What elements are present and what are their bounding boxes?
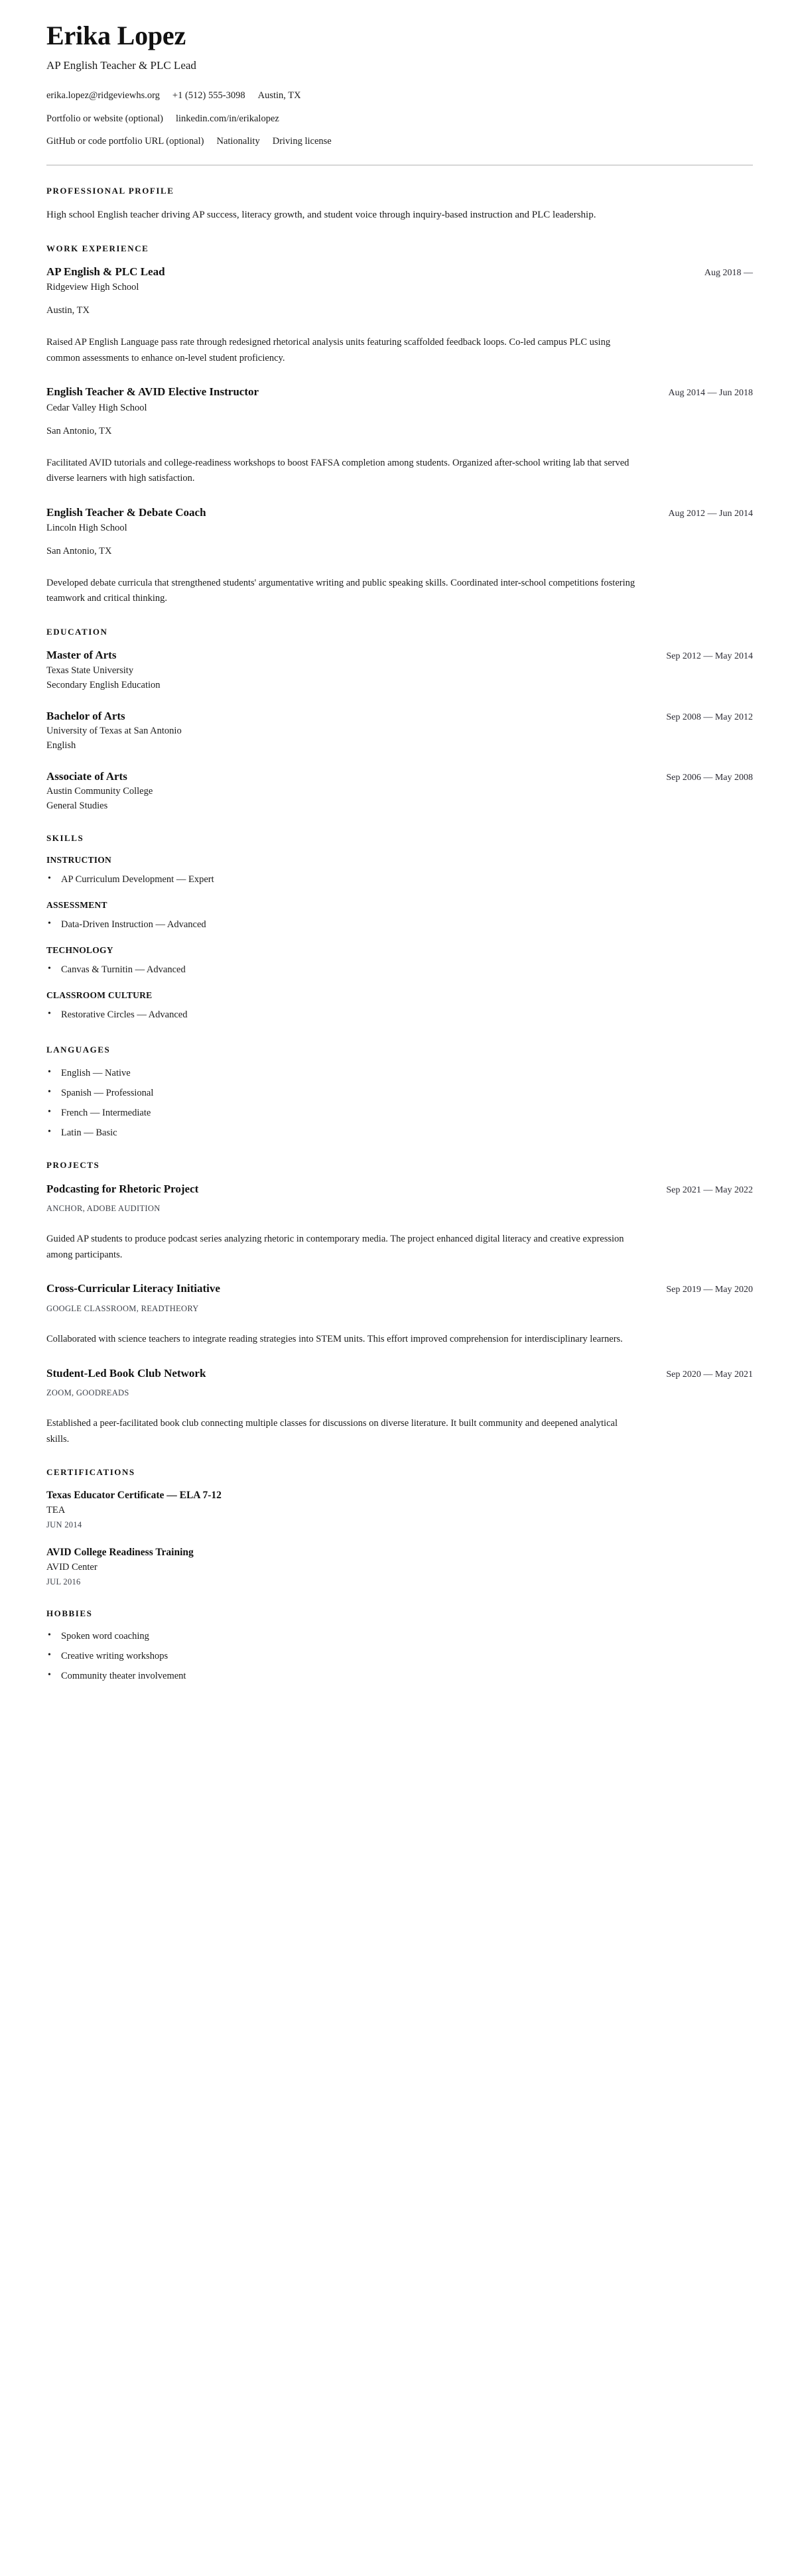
certification-issuer: TEA bbox=[46, 1504, 66, 1515]
certification-entry bbox=[46, 1546, 753, 1588]
education-entry bbox=[46, 648, 753, 692]
work-description: Developed debate curricula that strengthened students' argumentative writing and public speaking skills. Coordinated inter-school competitions fostering teamwork and critical thinking. bbox=[46, 577, 635, 604]
contact-info bbox=[46, 90, 753, 149]
language-item: • French — Intermediate bbox=[46, 1106, 753, 1120]
certification-entry bbox=[46, 1489, 753, 1531]
resume-header bbox=[46, 21, 753, 166]
work-location: San Antonio, TX bbox=[46, 425, 112, 436]
work-employer: Lincoln High School bbox=[46, 522, 127, 533]
contact-github-placeholder[interactable]: GitHub or code portfolio URL (optional) bbox=[46, 136, 204, 147]
work-date-range: Aug 2012 — Jun 2014 bbox=[668, 508, 753, 519]
section-work-experience bbox=[46, 243, 753, 607]
section-heading-profile: PROFESSIONAL PROFILE bbox=[46, 185, 174, 196]
hobby-list bbox=[46, 1630, 753, 1683]
language-item: • Latin — Basic bbox=[46, 1126, 753, 1140]
project-date-range: Sep 2020 — May 2021 bbox=[666, 1369, 753, 1380]
project-entry bbox=[46, 1281, 753, 1347]
project-entry bbox=[46, 1366, 753, 1448]
project-tech-stack: GOOGLE CLASSROOM, READTHEORY bbox=[46, 1303, 199, 1313]
hobby-item: • Spoken word coaching bbox=[46, 1630, 753, 1643]
skill-list bbox=[46, 1008, 753, 1022]
education-degree: Associate of Arts bbox=[46, 769, 127, 783]
education-school: Austin Community College bbox=[46, 786, 153, 797]
skill-group-label: CLASSROOM CULTURE bbox=[46, 990, 153, 1001]
project-tech-stack: ANCHOR, ADOBE AUDITION bbox=[46, 1203, 161, 1213]
skill-group-label: ASSESSMENT bbox=[46, 899, 107, 910]
work-date-range: Aug 2014 — Jun 2018 bbox=[668, 388, 753, 399]
project-description: Collaborated with science teachers to integrate reading strategies into STEM units. This effort improved comprehension for interdisciplinary learners. bbox=[46, 1334, 623, 1345]
section-heading-hobbies: HOBBIES bbox=[46, 1608, 93, 1618]
skill-group-label: INSTRUCTION bbox=[46, 854, 112, 865]
education-school: University of Texas at San Antonio bbox=[46, 725, 182, 736]
section-heading-languages: LANGUAGES bbox=[46, 1045, 111, 1055]
project-date-range: Sep 2021 — May 2022 bbox=[666, 1185, 753, 1195]
work-entry-header bbox=[46, 505, 753, 520]
skill-item: • Restorative Circles — Advanced bbox=[46, 1008, 753, 1022]
contact-nationality[interactable]: Nationality bbox=[216, 136, 260, 147]
project-entry bbox=[46, 1182, 753, 1263]
candidate-job-title: AP English Teacher & PLC Lead bbox=[46, 59, 196, 72]
project-title: Cross-Curricular Literacy Initiative bbox=[46, 1282, 220, 1295]
education-school: Texas State University bbox=[46, 665, 134, 676]
skill-group-instruction bbox=[46, 855, 753, 887]
candidate-name: Erika Lopez bbox=[46, 21, 186, 50]
skill-list bbox=[46, 918, 753, 932]
section-hobbies bbox=[46, 1608, 753, 1684]
skill-item: • Data-Driven Instruction — Advanced bbox=[46, 918, 753, 932]
contact-phone[interactable]: +1 (512) 555-3098 bbox=[172, 90, 245, 101]
section-skills bbox=[46, 833, 753, 1022]
work-employer: Ridgeview High School bbox=[46, 282, 139, 293]
header-divider bbox=[46, 164, 753, 166]
language-item: • English — Native bbox=[46, 1066, 753, 1080]
project-entry-header bbox=[46, 1281, 753, 1296]
education-entry bbox=[46, 709, 753, 753]
work-description: Raised AP English Language pass rate through redesigned rhetorical analysis units featuring scaffolded feedback loops. Co-led campus PLC using common assessments to enhance on-level student proficiency. bbox=[46, 337, 611, 363]
skill-list bbox=[46, 963, 753, 977]
work-job-title: English Teacher & Debate Coach bbox=[46, 505, 206, 519]
work-job-title: English Teacher & AVID Elective Instructor bbox=[46, 385, 259, 399]
work-location: San Antonio, TX bbox=[46, 545, 112, 556]
education-field: English bbox=[46, 740, 76, 751]
section-certifications bbox=[46, 1467, 753, 1588]
contact-row-optional bbox=[46, 135, 753, 149]
contact-location: Austin, TX bbox=[257, 90, 301, 101]
education-degree: Master of Arts bbox=[46, 649, 117, 662]
work-employer: Cedar Valley High School bbox=[46, 402, 147, 413]
work-entry bbox=[46, 505, 753, 607]
project-date-range: Sep 2019 — May 2020 bbox=[666, 1285, 753, 1295]
skill-group-technology bbox=[46, 945, 753, 977]
education-field: General Studies bbox=[46, 801, 108, 812]
section-education bbox=[46, 627, 753, 813]
certification-issuer: AVID Center bbox=[46, 1561, 98, 1573]
project-title: Podcasting for Rhetoric Project bbox=[46, 1182, 199, 1195]
certification-date: JUN 2014 bbox=[46, 1520, 82, 1530]
project-title: Student-Led Book Club Network bbox=[46, 1366, 206, 1380]
section-languages bbox=[46, 1045, 753, 1140]
education-field: Secondary English Education bbox=[46, 679, 161, 690]
language-list bbox=[46, 1066, 753, 1140]
education-degree: Bachelor of Arts bbox=[46, 709, 125, 722]
certification-name: Texas Educator Certificate — ELA 7-12 bbox=[46, 1489, 222, 1501]
contact-driving-license[interactable]: Driving license bbox=[272, 136, 332, 147]
work-entry-header bbox=[46, 385, 753, 399]
section-heading-skills: SKILLS bbox=[46, 833, 84, 844]
hobby-item: • Creative writing workshops bbox=[46, 1649, 753, 1663]
certification-date: JUL 2016 bbox=[46, 1577, 81, 1587]
skill-group-assessment bbox=[46, 900, 753, 932]
education-date-range: Sep 2006 — May 2008 bbox=[666, 772, 753, 783]
skill-list bbox=[46, 873, 753, 887]
work-entry bbox=[46, 385, 753, 486]
hobby-item: • Community theater involvement bbox=[46, 1669, 753, 1683]
project-entry-header bbox=[46, 1366, 753, 1381]
education-entry-header bbox=[46, 709, 753, 724]
section-heading-education: EDUCATION bbox=[46, 626, 108, 637]
skill-item: • Canvas & Turnitin — Advanced bbox=[46, 963, 753, 977]
section-heading-certifications: CERTIFICATIONS bbox=[46, 1467, 135, 1478]
work-location: Austin, TX bbox=[46, 305, 90, 316]
education-date-range: Sep 2008 — May 2012 bbox=[666, 712, 753, 722]
education-entry bbox=[46, 769, 753, 813]
language-item: • Spanish — Professional bbox=[46, 1086, 753, 1100]
project-tech-stack: ZOOM, GOODREADS bbox=[46, 1387, 129, 1397]
education-entry-header bbox=[46, 648, 753, 663]
education-date-range: Sep 2012 — May 2014 bbox=[666, 651, 753, 662]
work-date-range: Aug 2018 — bbox=[704, 268, 753, 279]
section-professional-profile bbox=[46, 186, 753, 224]
skill-group-classroom-culture bbox=[46, 990, 753, 1022]
skill-group-label: TECHNOLOGY bbox=[46, 945, 113, 956]
contact-email[interactable]: erika.lopez@ridgeviewhs.org bbox=[46, 90, 160, 101]
contact-portfolio-placeholder[interactable]: Portfolio or website (optional) bbox=[46, 113, 163, 124]
project-description: Established a peer-facilitated book club connecting multiple classes for discussions on diverse literature. It built community and deepened analytical skills. bbox=[46, 1418, 618, 1445]
work-entry bbox=[46, 265, 753, 366]
profile-summary-text: High school English teacher driving AP success, literacy growth, and student voice through inquiry-based instruction and PLC leadership. bbox=[46, 210, 596, 221]
work-entry-header bbox=[46, 265, 753, 279]
education-entry-header bbox=[46, 769, 753, 784]
project-description: Guided AP students to produce podcast series analyzing rhetoric in contemporary media. The project enhanced digital literacy and creative expression among participants. bbox=[46, 1234, 624, 1260]
contact-row-links bbox=[46, 113, 753, 126]
contact-row-primary bbox=[46, 90, 753, 103]
certification-name: AVID College Readiness Training bbox=[46, 1546, 194, 1558]
skill-item: • AP Curriculum Development — Expert bbox=[46, 873, 753, 887]
project-entry-header bbox=[46, 1182, 753, 1196]
work-description: Facilitated AVID tutorials and college-readiness workshops to boost FAFSA completion among students. Organized after-school writing lab that served diverse learners with high satisfaction. bbox=[46, 457, 630, 484]
section-heading-projects: PROJECTS bbox=[46, 1160, 100, 1171]
section-projects bbox=[46, 1160, 753, 1447]
section-heading-work: WORK EXPERIENCE bbox=[46, 243, 149, 253]
work-job-title: AP English & PLC Lead bbox=[46, 265, 165, 279]
contact-linkedin[interactable]: linkedin.com/in/erikalopez bbox=[175, 113, 279, 124]
